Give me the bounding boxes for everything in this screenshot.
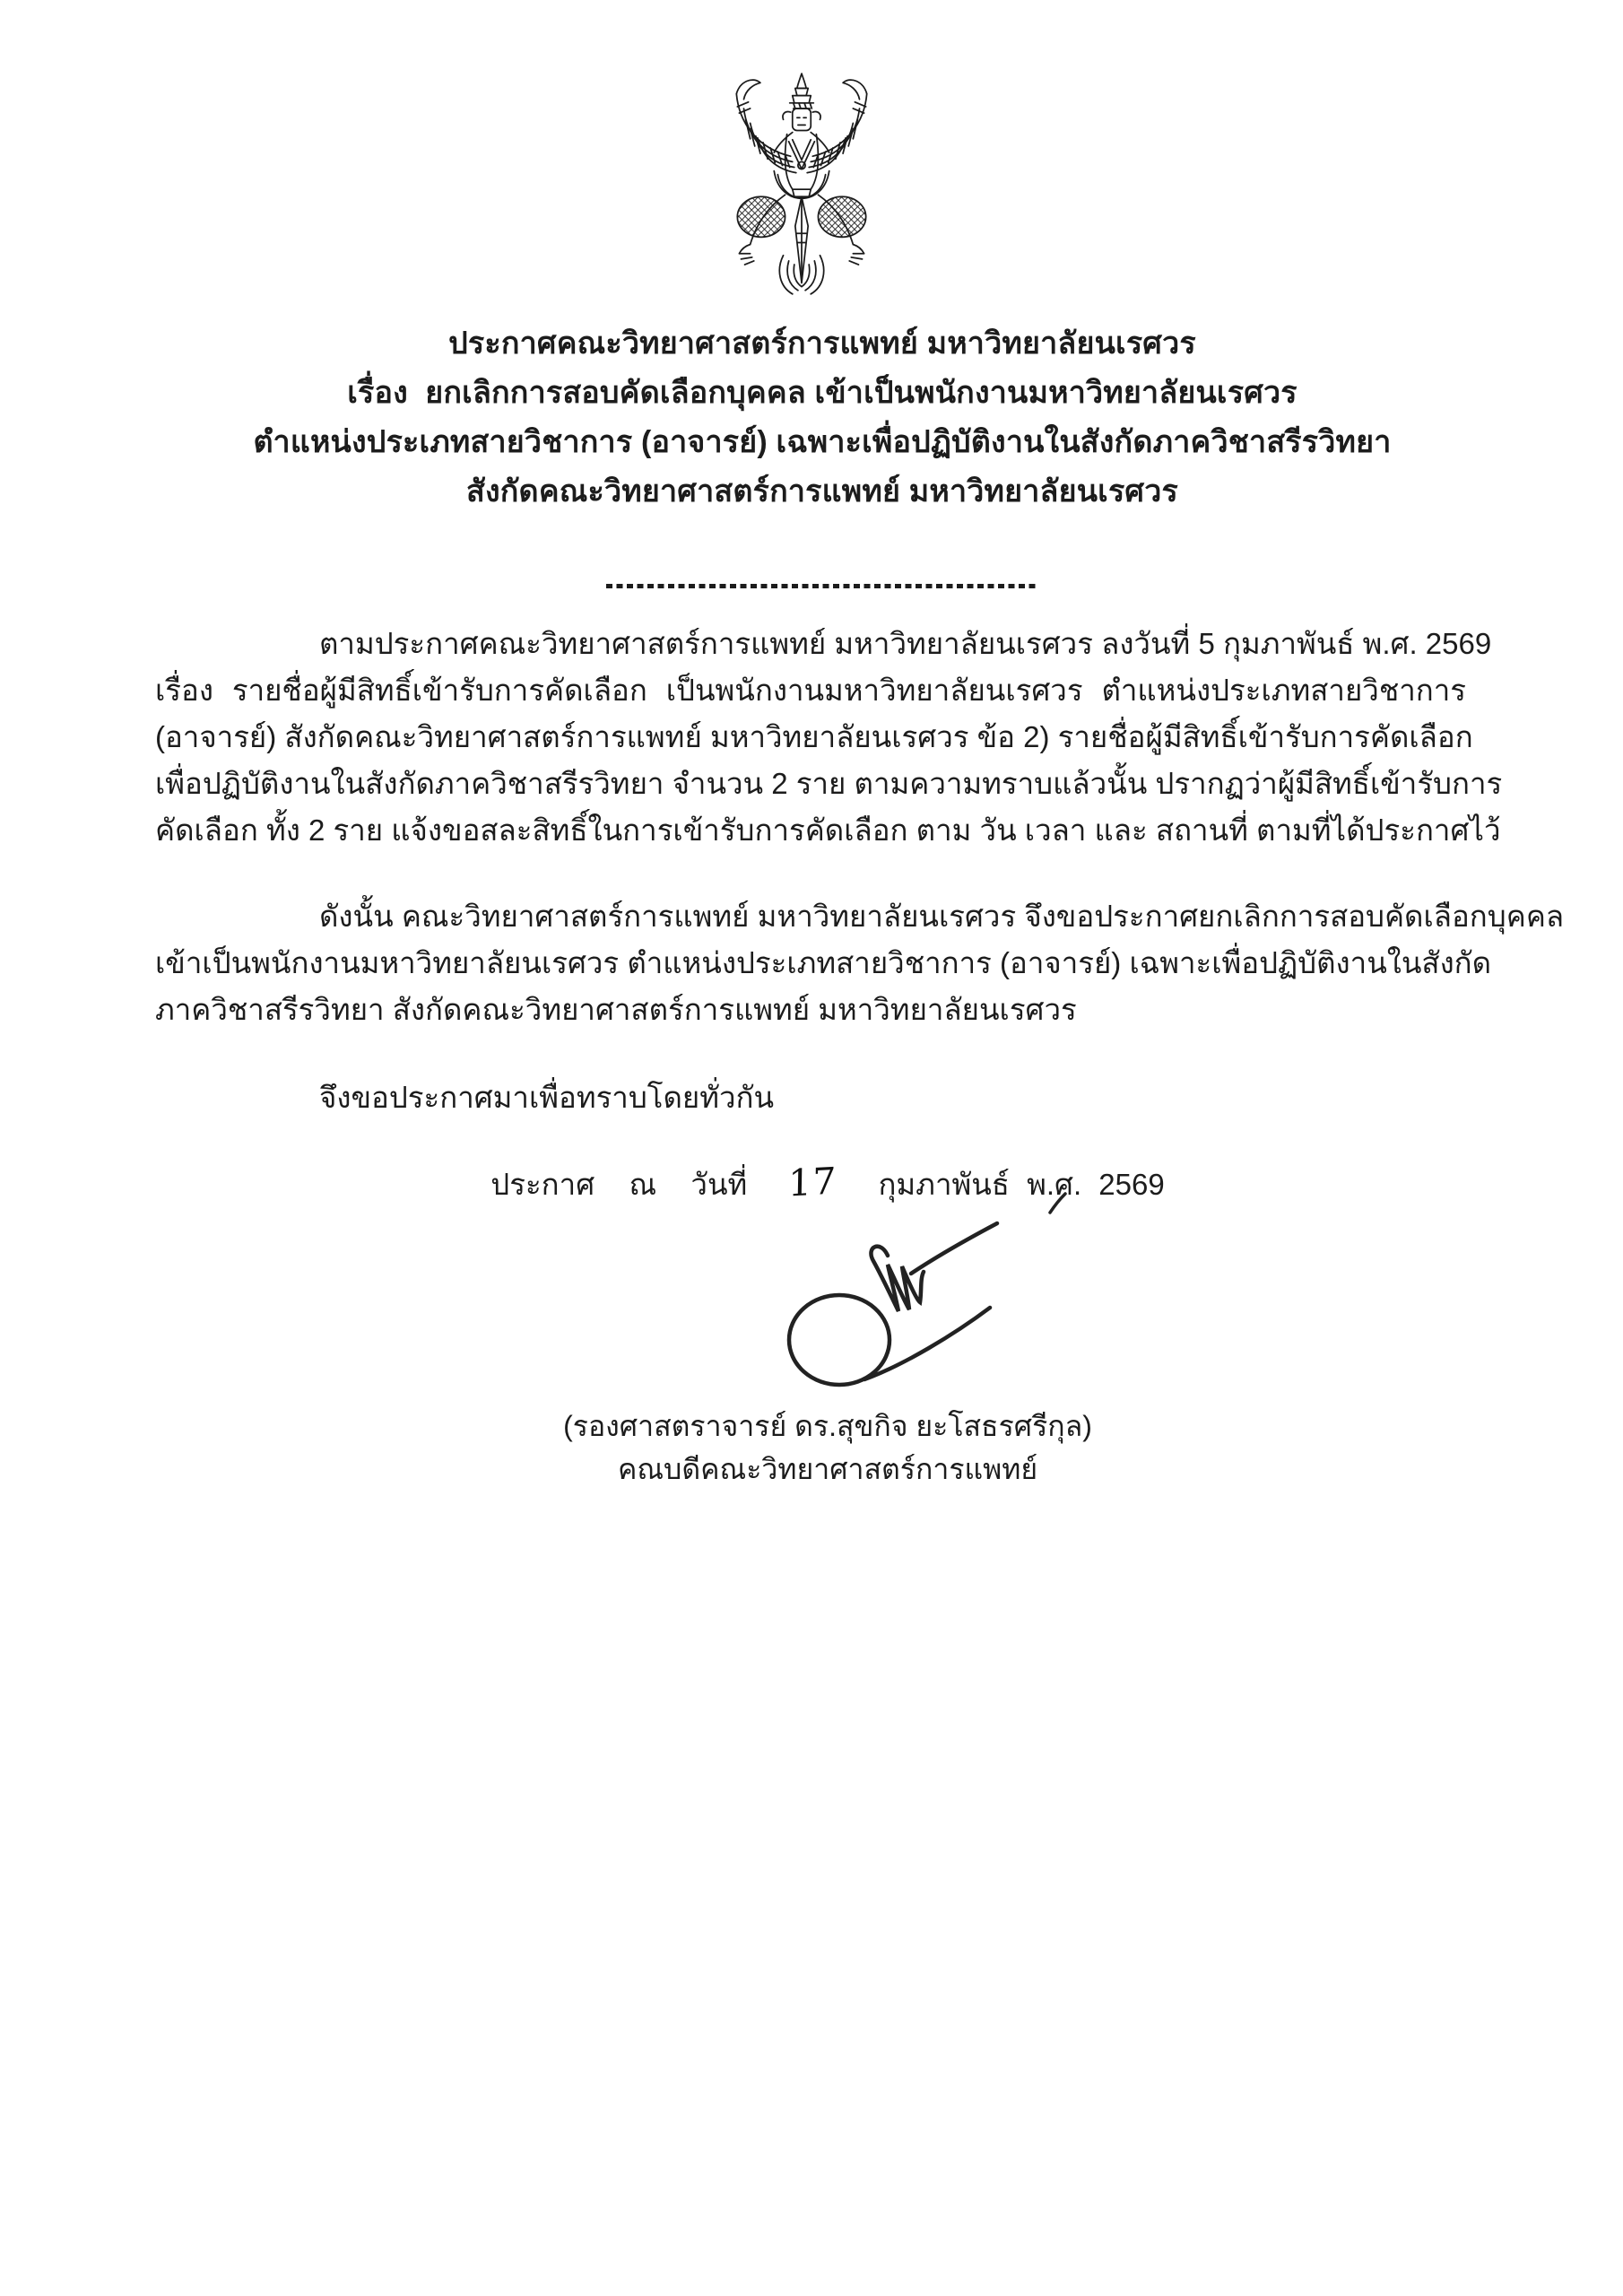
- garuda-emblem-icon: [710, 72, 894, 301]
- paragraph-line: ดังนั้น คณะวิทยาศาสตร์การแพทย์ มหาวิทยาลัยนเรศวร จึงขอประกาศยกเลิกการสอบคัดเลือกบุคคล: [319, 900, 1565, 933]
- closing-sentence: [155, 1074, 1466, 1121]
- title-block: [11, 319, 1623, 517]
- date-suffix: กุมภาพันธ์ พ.ศ. 2569: [878, 1168, 1165, 1201]
- dashed-divider: [606, 584, 1037, 588]
- signature-ink: [777, 1214, 1002, 1392]
- ink-mark: [1044, 1189, 1071, 1216]
- title-line-3: ตำแหน่งประเภทสายวิชาการ (อาจารย์) เฉพาะเพื่อปฏิบัติงานในสังกัดภาควิชาสรีรวิทยา: [253, 425, 1392, 459]
- signatory-position: คณบดีคณะวิทยาศาสตร์การแพทย์: [617, 1453, 1038, 1485]
- paragraph-line: เข้าเป็นพนักงานมหาวิทยาลัยนเรศวร ตำแหน่งประเภทสายวิชาการ (อาจารย์) เฉพาะเพื่อปฏิบัติงานในสังกัด: [155, 946, 1492, 979]
- paragraph-line: คัดเลือก ทั้ง 2 ราย แจ้งขอสละสิทธิ์ในการเข้ารับการคัดเลือก ตาม วัน เวลา และ สถานที่ ตามที่ได้ประกาศไว้: [155, 813, 1501, 847]
- body-paragraph-2: [155, 893, 1565, 1033]
- paragraph-line: ตามประกาศคณะวิทยาศาสตร์การแพทย์ มหาวิทยาลัยนเรศวร ลงวันที่ 5 กุมภาพันธ์ พ.ศ. 2569: [319, 627, 1492, 660]
- title-line-2: เรื่อง ยกเลิกการสอบคัดเลือกบุคคล เข้าเป็นพนักงานมหาวิทยาลัยนเรศวร: [347, 376, 1298, 410]
- paragraph-line: เรื่อง รายชื่อผู้มีสิทธิ์เข้ารับการคัดเลือก เป็นพนักงานมหาวิทยาลัยนเรศวร ตำแหน่งประเภทสายวิชาการ: [155, 674, 1466, 707]
- title-line-4: สังกัดคณะวิทยาศาสตร์การแพทย์ มหาวิทยาลัยนเรศวร: [466, 474, 1178, 509]
- body-paragraph-1: [155, 621, 1503, 854]
- date-prefix: ประกาศ ณ วันที่: [490, 1168, 748, 1201]
- paragraph-line: จึงขอประกาศมาเพื่อทราบโดยทั่วกัน: [319, 1081, 775, 1114]
- paragraph-line: (อาจารย์) สังกัดคณะวิทยาศาสตร์การแพทย์ มหาวิทยาลัยนเรศวร ข้อ 2) รายชื่อผู้มีสิทธิ์เข้ารับการคัดเลือก: [155, 720, 1473, 753]
- signatory-name: (รองศาสตราจารย์ ดร.สุขกิจ ยะโสธรศรีกุล): [563, 1410, 1092, 1442]
- title-line-1: ประกาศคณะวิทยาศาสตร์การแพทย์ มหาวิทยาลัยนเรศวร: [448, 326, 1196, 361]
- handwritten-day: 17: [787, 1159, 838, 1205]
- paragraph-line: ภาควิชาสรีรวิทยา สังกัดคณะวิทยาศาสตร์การแพทย์ มหาวิทยาลัยนเรศวร: [155, 993, 1077, 1026]
- announcement-date-line: [16, 1159, 1623, 1207]
- emblem-container: [710, 72, 894, 306]
- paragraph-line: เพื่อปฏิบัติงานในสังกัดภาควิชาสรีรวิทยา จำนวน 2 ราย ตามความทราบแล้วนั้น ปรากฏว่าผู้มีสิทธิ์เข้ารับการ: [155, 767, 1503, 800]
